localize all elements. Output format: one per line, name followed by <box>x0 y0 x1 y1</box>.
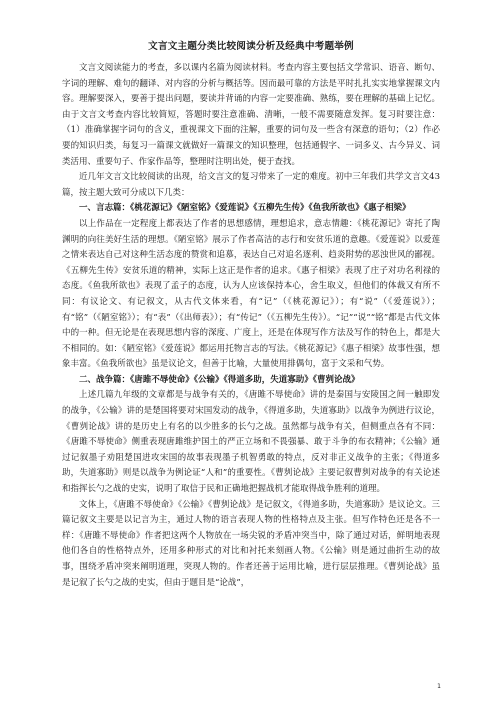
document-page <box>62 38 440 591</box>
section-2-paragraph-1: 上述几篇九年级的文章都是与战争有关的，《唐雎不辱使命》讲的是秦国与安陵国之间一触即发的战争，《公输》讲的是楚国将要对宋国发动的战争，《得道多助，失道寡助》以战争为例进行议论，《曹刿论战》讲的是历史上有名的以少胜多的长勺之战。虽然都与战争有关，但侧重点各有不同：《唐雎不辱使命》侧重表现唐雎维护国土的严正立场和不畏强暴、敢于斗争的布衣精神；《公输》通过记叙墨子劝阻楚国进攻宋国的故事表现墨子机智勇敢的特点，反对非正义战争的主张；《得道多助，失道寡助》则是以战争为例论证“人和”的重要性。《曹刿论战》主要记叙曹刿对战争的有关论述和指挥长勺之战的史实，说明了取信于民和正确地把握战机才能取得战争胜利的道理。 <box>62 390 440 495</box>
page-number: 1 <box>437 683 441 690</box>
document-title: 文言文主题分类比较阅读分析及经典中考题举例 <box>148 41 354 52</box>
section-1-paragraph: 以上作品在一定程度上都表达了作者的思想感情，理想追求，意志情趣：《桃花源记》寄托了陶渊明的向往美好生活的理想。《陋室铭》展示了作者高洁的志行和安贫乐道的意趣。《爱莲说》以爱莲之情来表达自己对这种生活态度的赞赏和追慕，表达自己对追名逐利、趋炎附势的恶浊世风的鄙视。《五柳先生传》安贫乐道的精神，实际上这正是作者的追求。《惠子相梁》表现了庄子对功名利禄的态度。《鱼我所欲也》表现了孟子的态度，认为人应该保持本心，舍生取义，但他们的体裁又有所不同：有议论文、有记叙文，从古代文体来看，有“记”（《桃花源记》）；有“说”（《爱莲说》）；有“铭”（《陋室铭》）；有“表”（《出师表》）；有“传记”（《五柳先生传》）。“记”“说”“铭”都是古代文体中的一种。但无论是在表现思想内容的深度、广度上，还是在体现写作方法及写作的特色上，都是大不相同的。如：《陋室铭》《爱莲说》都运用托物言志的写法。《桃花源记》《惠子相梁》故事性强，想象丰富。《鱼我所欲也》虽是议论文，但善于比喻，大量使用排偶句，富于文采和气势。 <box>62 218 440 370</box>
section-heading-1: 一、言志篇：《桃花源记》《陋室铭》《爱莲说》《五柳先生传》《鱼我所欲也》《惠子相梁》 <box>79 203 411 214</box>
section-2-paragraph-2: 文体上，《唐雎不辱使命》《公输》《曹刿论战》是记叙文，《得道多助，失道寡助》是议论文。三篇记叙文主要是以记言为主，通过人物的语言表现人物的性格特点及主张。但写作特色还是各不一样：《唐雎不辱使命》作者把这两个人物放在一场尖锐的矛盾冲突当中，除了通过对话，鲜明地表现他们各自的性格特点外，还用多种形式的对比和衬托来刻画人物。《公输》则是通过曲折生动的故事，围绕矛盾冲突来阐明道理，突现人物的。作者还善于运用比喻，进行层层推理。《曹刿论战》虽是记叙了长勺之战的史实，但由于题目是“论战”， <box>62 499 440 588</box>
section-heading-2: 二、战争篇：《唐雎不辱使命》《公输》《得道多助，失道寡助》《曹刿论战》 <box>79 374 360 385</box>
intro-paragraph-2: 近几年文言文比较阅读的出现，给文言文的复习带来了一定的难度。初中三年我们共学文言文43篇，按主题大致可分成以下几类： <box>62 172 440 198</box>
intro-paragraph-1: 文言文阅读能力的考查，多以课内名篇为阅读材料。考查内容主要包括文学常识、语音、断句、字词的理解、难句的翻译、对内容的分析与概括等。因而最可靠的方法是平时扎扎实实地掌握课文内容。理解要深入，要善于提出问题，要读并背诵的内容一定要准确、熟练，要在理解的基础上记忆。由于文言文考查内容比较简短，答题时要注意准确、清晰，一般不需要随意发挥。复习时要注意：（1）准确掌握字词句的含义，重视课文下面的注解，重要的词句及一些含有深意的语句；（2）作必要的知识归类，每复习一篇课文就做好一篇课文的知识整理，包括通假字、一词多义、古今异义、词类活用、重要句子、作家作品等，整理时注明出处，便于查找。 <box>62 63 440 167</box>
